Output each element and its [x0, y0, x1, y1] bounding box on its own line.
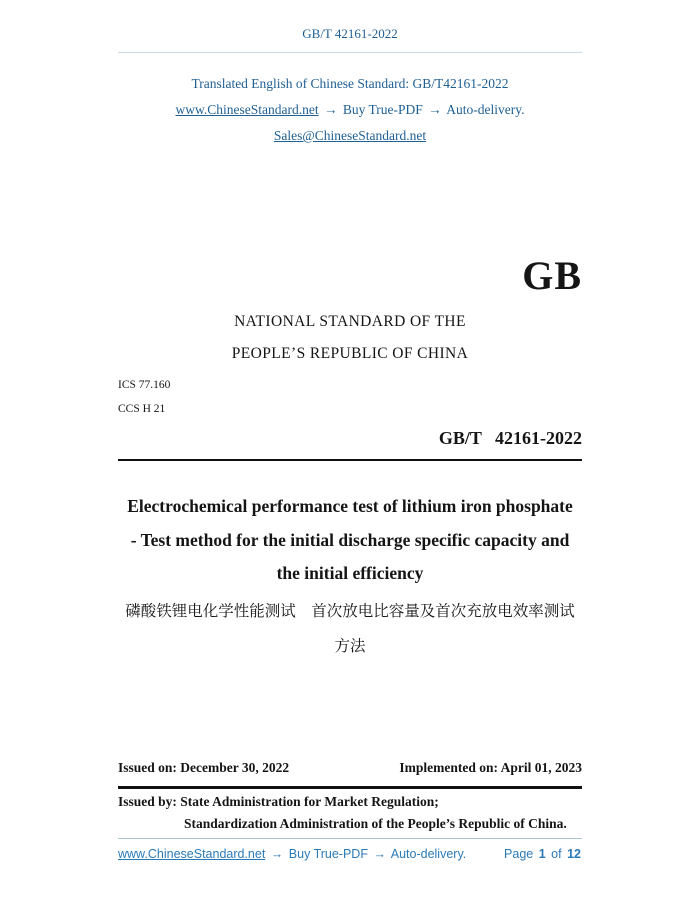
footer-site-link[interactable]: www.ChineseStandard.net [118, 847, 266, 861]
title-english-line2: - Test method for the initial discharge specific capacity and [130, 530, 570, 550]
footer-buy-true-pdf-text: Buy True-PDF [288, 847, 368, 861]
issued-by-label: Issued by: [118, 794, 177, 809]
ccs-code: CCS H 21 [118, 403, 166, 415]
header-divider [118, 52, 582, 53]
issued-by-org1: State Administration for Market Regulation; [180, 794, 439, 809]
national-standard-line2: PEOPLE’S REPUBLIC OF CHINA [231, 345, 469, 362]
standard-code: GB/T 42161-2022 [438, 428, 582, 448]
sales-email-link[interactable]: Sales@ChineseStandard.net [273, 128, 427, 143]
buy-true-pdf-text: Buy True-PDF [342, 102, 423, 117]
header-buy-line [118, 102, 582, 118]
of-label: of [551, 847, 562, 861]
national-standard-line1: NATIONAL STANDARD OF THE [234, 313, 466, 330]
page-indicator [503, 847, 582, 861]
title-divider [118, 459, 582, 461]
ics-code: ICS 77.160 [118, 379, 171, 391]
title-chinese-line1: 磷酸铁锂电化学性能测试 首次放电比容量及首次充放电效率测试 [125, 603, 575, 620]
footer-buy-line [118, 847, 466, 861]
header-standard-number: GB/T 42161-2022 [302, 26, 398, 41]
auto-delivery-text: Auto-delivery. [446, 102, 525, 117]
page-footer [118, 847, 582, 861]
page-label: Page [504, 847, 534, 861]
title-english-line1: Electrochemical performance test of lithium iron phosphate [127, 496, 573, 516]
arrow-icon: → [373, 847, 386, 861]
title-chinese-line2: 方法 [334, 638, 366, 655]
translated-line: Translated English of Chinese Standard: GB/T42161-2022 [191, 76, 509, 91]
issuance-divider [118, 786, 582, 789]
issued-on-date: Issued on: December 30, 2022 [118, 760, 290, 775]
arrow-icon: → [323, 102, 338, 117]
issued-by-line2: Standardization Administration of the People’s Republic of China. [184, 816, 567, 831]
issued-by-line1 [118, 794, 582, 810]
current-page-number: 1 [538, 847, 546, 861]
arrow-icon: → [270, 847, 284, 861]
gb-logo: GB [522, 253, 582, 298]
issue-dates-row [118, 760, 582, 776]
sales-email-line [118, 128, 582, 144]
total-page-number: 12 [567, 847, 581, 861]
arrow-icon: → [428, 102, 442, 117]
title-english-line3: the initial efficiency [276, 563, 424, 583]
site-link[interactable]: www.ChineseStandard.net [175, 102, 319, 117]
footer-divider [118, 838, 582, 839]
implemented-on-date: Implemented on: April 01, 2023 [399, 760, 582, 775]
footer-auto-delivery-text: Auto-delivery. [390, 847, 467, 861]
